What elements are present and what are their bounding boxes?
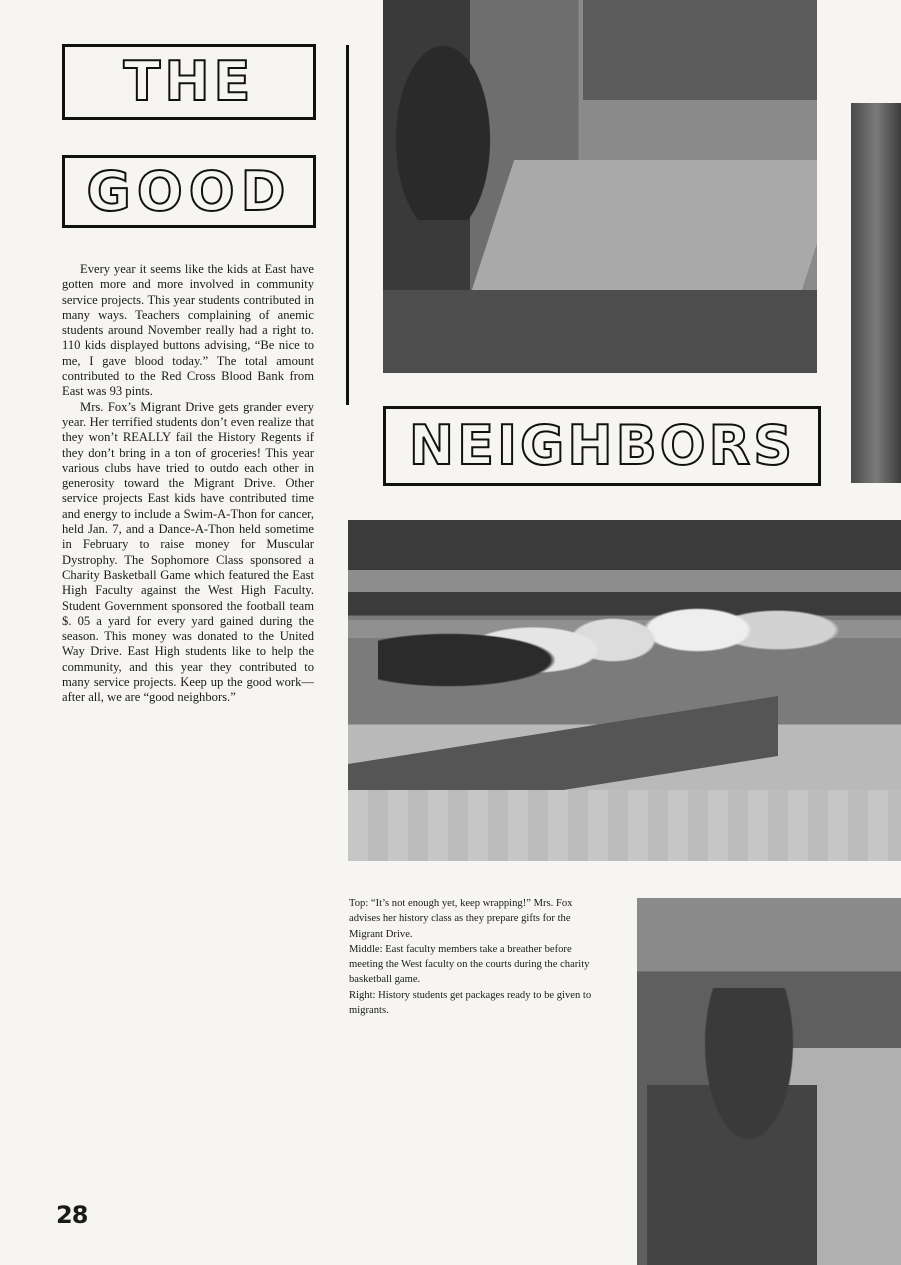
page-number: 28 [56, 1201, 88, 1229]
photo-floor [383, 290, 817, 373]
title-neighbors [383, 406, 821, 486]
photo-table [472, 160, 817, 290]
photo-student [647, 988, 817, 1265]
article-body [62, 262, 314, 706]
photo-captions [349, 896, 595, 1018]
article-paragraph-1: Every year it seems like the kids at East have gotten more and more involved in community service projects. This year students contributed in many ways. Teachers complaining of anemic students around November really had a right to. 110 kids displayed buttons advising, “Be nice to me, I gave blood today.” The total amount contributed to the Red Cross Blood Bank from East was 93 pints. [62, 262, 314, 399]
caption-middle: Middle: East faculty members take a breather before meeting the West faculty on the courts during the charity basketball game. [349, 943, 590, 986]
photo-faculty-bench [348, 520, 901, 861]
title-the-text: THE [123, 50, 255, 113]
photo-edge-crop [851, 103, 901, 483]
photo-gift-wrapping [383, 0, 817, 373]
photo-christmas-tree [383, 20, 503, 220]
article-paragraph-2: Mrs. Fox’s Migrant Drive gets grander every year. Her terrified students don’t even realize that they won’t REALLY fail the History Regents if they don’t bring in a ton of groceries! This year various clubs have tried to outdo each other in generosity toward the Migrant Drive. Other service projects East kids have contributed time and energy to include a Swim-A-Thon for cancer, held Jan. 7, and a Dance-A-Thon held sometime in February to raise money for Muscular Dystrophy. The Sophomore Class sponsored a Charity Basketball Game which featured the East High Faculty against the West High Faculty. Student Government sponsored the football team $. 05 a yard for every yard gained during the season. This money was donated to the United Way Drive. East High students like to help the community, and this year they contributed to many service projects. Keep up the good work—after all, we are “good neighbors.” [62, 399, 314, 705]
vertical-divider [346, 45, 349, 405]
photo-packages [637, 898, 901, 1265]
title-good [62, 155, 316, 228]
caption-right: Right: History students get packages ready to be given to migrants. [349, 989, 592, 1017]
title-neighbors-text: NEIGHBORS [408, 414, 796, 477]
title-the [62, 44, 316, 120]
caption-top: Top: “It’s not enough yet, keep wrapping!” Mrs. Fox advises her history class as they prepare gifts for the Migrant Drive. [349, 898, 573, 940]
photo-gym-floor [348, 790, 901, 861]
title-good-text: GOOD [86, 159, 292, 223]
photo-wall [583, 0, 817, 100]
